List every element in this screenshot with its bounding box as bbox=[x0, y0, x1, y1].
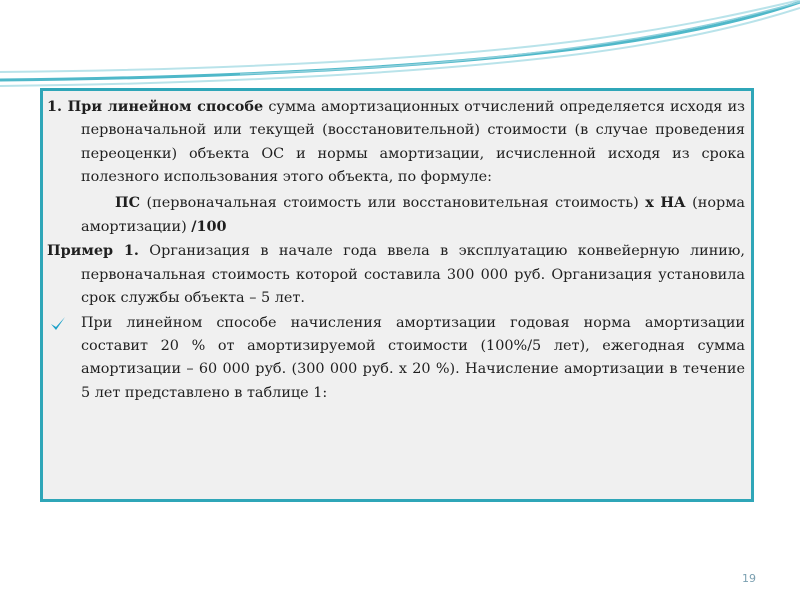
checkmark-icon bbox=[49, 315, 67, 333]
bullet-item bbox=[47, 312, 745, 406]
paragraph-example bbox=[47, 239, 745, 310]
slide-text bbox=[47, 95, 745, 405]
formula-na: НА bbox=[660, 193, 686, 211]
linear-method-heading: 1. При линейном способе bbox=[47, 98, 264, 115]
paragraph-linear-method bbox=[47, 95, 745, 190]
formula-na-text: (норма амортизации) bbox=[81, 194, 745, 236]
formula-ps: ПС bbox=[115, 193, 141, 211]
example-heading: Пример 1. bbox=[47, 242, 139, 260]
formula-divisor: /100 bbox=[191, 218, 227, 236]
page-number: 19 bbox=[742, 572, 756, 585]
formula bbox=[47, 191, 745, 240]
decorative-waves bbox=[0, 0, 800, 90]
bullet-text: При линейном способе начисления амортизации годовая норма амортизации составит 20 % от амортизируемой стоимости (100%/5 лет), ежегодная сумма амортизации – 60 000 руб. (300 000 руб. х 20 %). Начисление амортизации в течение 5 лет представлено в таблице 1: bbox=[81, 314, 745, 401]
formula-ps-text: (первоначальная стоимость или восстановительная стоимость) bbox=[140, 194, 646, 211]
formula-times: х bbox=[645, 193, 654, 211]
example-text: Организация в начале года ввела в эксплуатацию конвейерную линию, первоначальная стоимость которой составила 300 000 руб. Организация установила срок службы объекта – 5 лет. bbox=[81, 243, 745, 307]
content-box bbox=[40, 88, 754, 502]
linear-method-text: сумма амортизационных отчислений определяется исходя из первоначальной или текущей (восстановительной) стоимости (в случае проведения переоценки) объекта ОС и нормы амортизации, исчисленной исходя из срока полезного использования этого объекта, по формуле: bbox=[81, 99, 746, 186]
